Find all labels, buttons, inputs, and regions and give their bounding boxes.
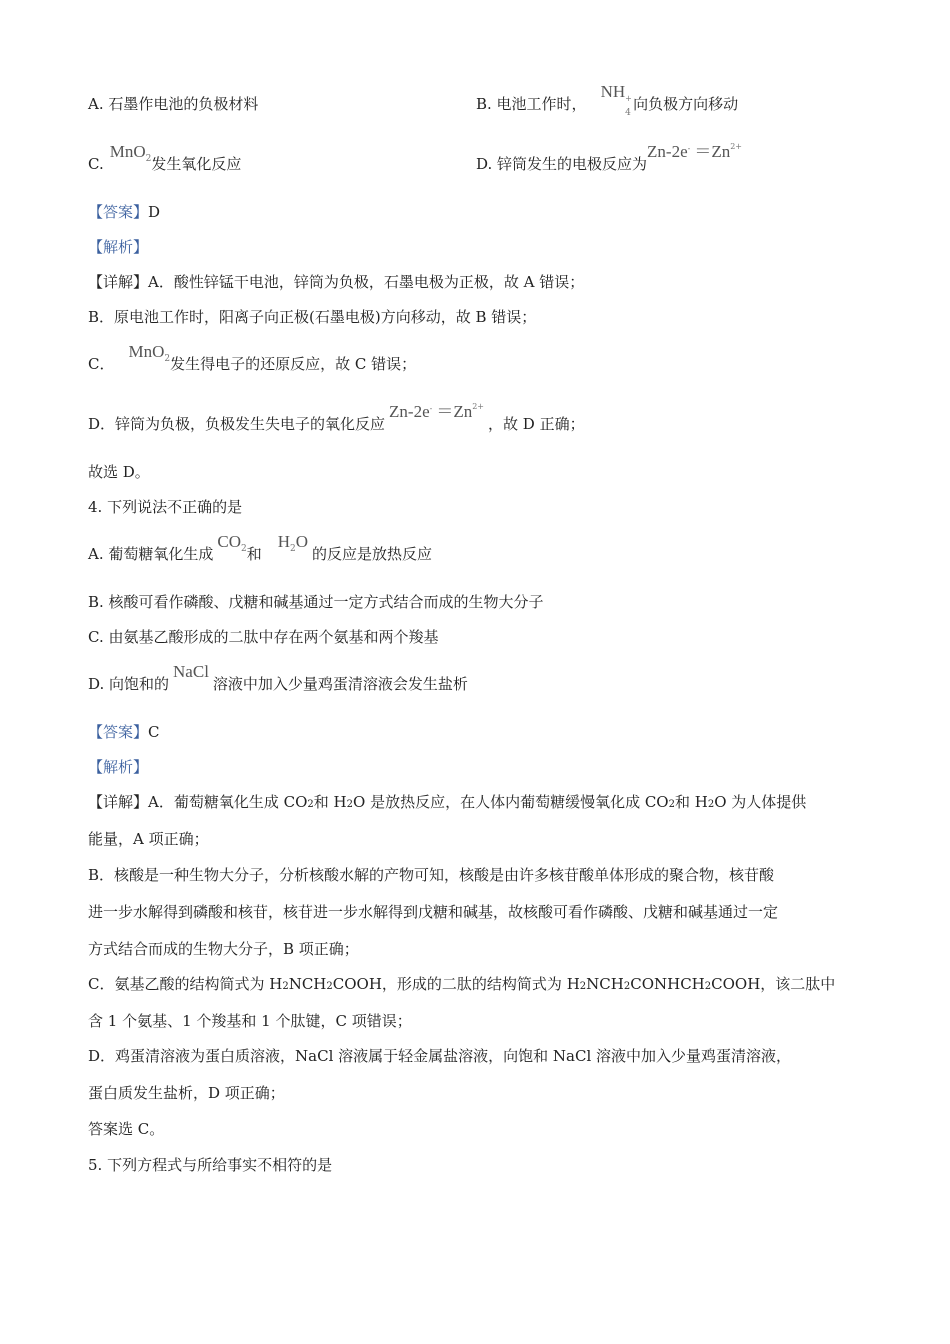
- answer-tag: 【答案】: [88, 203, 149, 221]
- q4-option-d: [88, 662, 468, 694]
- electron-charge: -: [429, 404, 433, 413]
- answer-tag: 【答案】: [88, 723, 149, 741]
- mno2-formula: MnO: [109, 142, 146, 161]
- answer-value: C: [148, 723, 160, 741]
- mno2-formula: MnO: [128, 342, 165, 361]
- q3-option-b: [476, 82, 739, 118]
- zn-equation-left: Zn-2e: [389, 402, 430, 421]
- q4-analysis-line-5: 方式结合而成的生物大分子，B 项正确；: [88, 940, 359, 958]
- q3-analysis-line-3: [88, 342, 417, 377]
- q3-option-a: A. 石墨作电池的负极材料: [88, 95, 259, 113]
- answer-value: D: [148, 203, 161, 221]
- q3-option-c: [88, 142, 242, 177]
- q4-analysis-line-8: D．鸡蛋清溶液为蛋白质溶液，NaCl 溶液属于轻金属盐溶液，向饱和 NaCl 溶液中加入少量鸡蛋清溶液，: [88, 1047, 792, 1065]
- line-prefix: C．: [88, 355, 115, 373]
- q4-stem: 4. 下列说法不正确的是: [88, 498, 243, 516]
- q5-stem: 5. 下列方程式与所给事实不相符的是: [88, 1156, 333, 1174]
- q4-analysis-line-2: 能量，A 项正确；: [88, 830, 209, 848]
- q3-analysis-line-1: 【详解】A．酸性锌锰干电池，锌筒为负极，石墨电极为正极，故 A 错误；: [88, 273, 585, 291]
- q3-analysis-line-2: B．原电池工作时，阳离子向正极(石墨电极)方向移动，故 B 错误；: [88, 308, 537, 326]
- line-prefix: D．锌筒为负极，负极发生失电子的氧化反应: [88, 415, 386, 433]
- q3-conclusion: 故选 D。: [88, 463, 150, 481]
- q4-option-a: [88, 532, 433, 567]
- option-suffix: 溶液中加入少量鸡蛋清溶液会发生盐析: [212, 675, 468, 693]
- nh4-charge: +: [625, 94, 632, 103]
- q3-analysis-line-4: [88, 402, 585, 437]
- option-and: 和: [246, 545, 262, 563]
- q3-option-b-prefix: B. 电池工作时，: [476, 95, 587, 113]
- electron-charge: -: [687, 144, 691, 153]
- mno2-subscript: 2: [164, 354, 171, 364]
- mno2-subscript: 2: [145, 154, 152, 164]
- zn-equation-right: ＝Zn: [436, 402, 473, 421]
- co2-formula: CO: [217, 532, 241, 551]
- q3-option-b-suffix: 向负极方向移动: [633, 95, 739, 113]
- q4-analysis-line-7: 含 1 个氨基、1 个羧基和 1 个肽键，C 项错误；: [88, 1012, 412, 1030]
- zn-equation-right: ＝Zn: [694, 142, 731, 161]
- q3-option-d: [476, 142, 743, 177]
- option-prefix: D. 向饱和的: [88, 675, 170, 693]
- h2o-subscript: 2: [290, 544, 296, 554]
- line-suffix: 发生得电子的还原反应，故 C 错误；: [170, 355, 417, 373]
- q4-conclusion: 答案选 C。: [88, 1120, 165, 1138]
- q4-option-c: C. 由氨基乙酸形成的二肽中存在两个氨基和两个羧基: [88, 628, 439, 646]
- line-suffix: ，故 D 正确；: [488, 415, 585, 433]
- zn-charge: 2+: [730, 142, 743, 151]
- q4-option-b: B. 核酸可看作磷酸、戊糖和碱基通过一定方式结合而成的生物大分子: [88, 593, 544, 611]
- nh4-subscript: 4: [625, 108, 631, 118]
- q3-answer: [88, 202, 160, 222]
- q4-analysis-tag: 【解析】: [88, 758, 149, 776]
- q4-analysis-line-9: 蛋白质发生盐析，D 项正确；: [88, 1084, 285, 1102]
- q3-option-d-prefix: D. 锌筒发生的电极反应为: [476, 155, 648, 173]
- zn-equation-left: Zn-2e: [647, 142, 688, 161]
- nh4-formula: NH: [600, 82, 626, 101]
- q3-option-c-suffix: 发生氧化反应: [151, 155, 242, 173]
- q3-analysis-tag: 【解析】: [88, 238, 149, 256]
- option-suffix: 的反应是放热反应: [312, 545, 433, 563]
- co2-subscript: 2: [241, 544, 247, 554]
- nacl-formula: NaCl: [173, 662, 209, 681]
- zn-charge: 2+: [472, 402, 485, 411]
- q4-answer: [88, 722, 160, 742]
- q4-analysis-line-6: C．氨基乙酸的结构简式为 H2NCH2COOH，形成的二肽的结构简式为 H2NCH2CONHCH2COOH，该二肽中: [88, 975, 836, 993]
- option-prefix: A. 葡萄糖氧化生成: [88, 545, 214, 563]
- q4-analysis-line-1: 【详解】A．葡萄糖氧化生成 CO2和 H2O 是放热反应，在人体内葡萄糖缓慢氧化成 CO2和 H2O 为人体提供: [88, 793, 807, 811]
- h2o-formula-o: O: [295, 532, 309, 551]
- h2o-formula-h: H: [277, 532, 291, 551]
- q4-analysis-line-3: B．核酸是一种生物大分子，分析核酸水解的产物可知，核酸是由许多核苷酸单体形成的聚合物，核苷酸: [88, 866, 775, 884]
- q4-analysis-line-4: 进一步水解得到磷酸和核苷，核苷进一步水解得到戊糖和碱基，故核酸可看作磷酸、戊糖和碱基通过一定: [88, 903, 779, 921]
- q3-option-c-prefix: C.: [88, 155, 104, 173]
